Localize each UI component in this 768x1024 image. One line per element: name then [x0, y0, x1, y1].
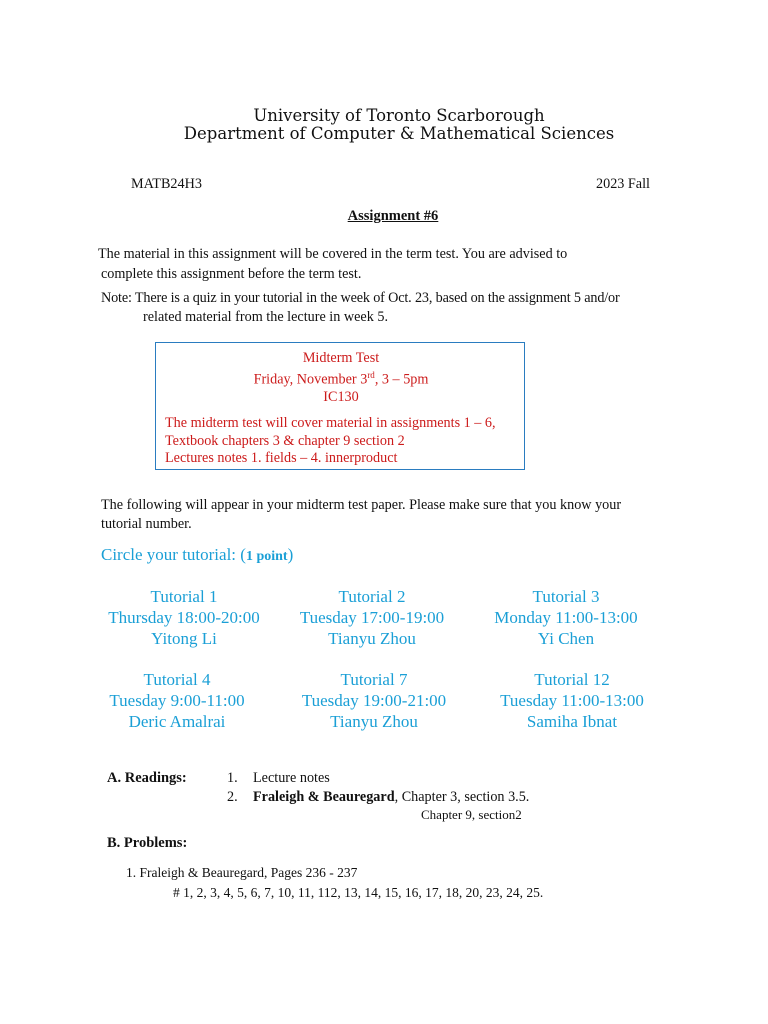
- readings-item-2: Fraleigh & Beauregard, Chapter 3, section 3.5.: [253, 789, 530, 805]
- problems-item-1: 1. Fraleigh & Beauregard, Pages 236 - 237: [126, 865, 358, 880]
- readings-item-2-continued: Chapter 9, section2: [421, 807, 522, 822]
- department-title: Department of Computer & Mathematical Sciences: [183, 124, 615, 143]
- tutorial-ta: Samiha Ibnat: [526, 712, 618, 731]
- readings-heading: A. Readings:: [107, 770, 187, 786]
- tutorial-time: Tuesday 11:00-13:00: [500, 691, 644, 710]
- assignment-title: Assignment #6: [347, 208, 439, 224]
- problems-item-1-list: # 1, 2, 3, 4, 5, 6, 7, 10, 11, 112, 13, 14, 15, 16, 17, 18, 20, 23, 24, 25.: [173, 885, 544, 900]
- readings-item-1-number: 1.: [227, 770, 238, 786]
- course-term: 2023 Fall: [596, 176, 650, 192]
- circle-tutorial-label: Circle your tutorial: (1 point): [101, 545, 294, 564]
- tutorial-time: Thursday 18:00-20:00: [108, 608, 260, 627]
- tutorial-name: Tutorial 12: [534, 670, 610, 689]
- tutorial-name: Tutorial 2: [338, 587, 406, 606]
- following-line-1: The following will appear in your midterm test paper. Please make sure that you know your: [101, 497, 622, 513]
- tutorial-block[interactable]: [77, 669, 277, 732]
- midterm-info-box: [155, 342, 525, 470]
- tutorial-block[interactable]: [466, 586, 666, 649]
- note-line-2: related material from the lecture in week 5.: [143, 309, 389, 325]
- tutorial-ta: Deric Amalrai: [128, 712, 226, 731]
- tutorial-block[interactable]: [274, 669, 474, 732]
- readings-item-1: Lecture notes: [253, 770, 330, 786]
- tutorial-block[interactable]: [472, 669, 672, 732]
- midterm-cover-2: Textbook chapters 3 & chapter 9 section 2: [165, 433, 405, 449]
- tutorial-ta: Tianyu Zhou: [330, 712, 418, 731]
- tutorial-ta: Tianyu Zhou: [328, 629, 416, 648]
- tutorial-time: Tuesday 9:00-11:00: [109, 691, 245, 710]
- intro-line-2: complete this assignment before the term test.: [101, 266, 362, 282]
- tutorial-ta: Yi Chen: [537, 629, 595, 648]
- tutorial-block[interactable]: [84, 586, 284, 649]
- tutorial-time: Monday 11:00-13:00: [494, 608, 638, 627]
- tutorial-time: Tuesday 17:00-19:00: [299, 608, 445, 627]
- tutorial-time: Tuesday 19:00-21:00: [301, 691, 447, 710]
- note-line-1: Note: There is a quiz in your tutorial in the week of Oct. 23, based on the assignment 5 and/or: [101, 290, 620, 306]
- course-code: MATB24H3: [131, 176, 202, 192]
- tutorial-name: Tutorial 3: [532, 587, 600, 606]
- following-line-2: tutorial number.: [101, 516, 192, 532]
- midterm-date: Friday, November 3rd, 3 – 5pm: [253, 370, 429, 388]
- university-title: University of Toronto Scarborough: [253, 106, 545, 125]
- problems-heading: B. Problems:: [107, 835, 188, 851]
- midterm-title: Midterm Test: [302, 350, 380, 366]
- tutorial-ta: Yitong Li: [151, 629, 217, 648]
- midterm-cover-3: Lectures notes 1. fields – 4. innerproduct: [165, 450, 398, 466]
- tutorial-name: Tutorial 7: [340, 670, 408, 689]
- tutorial-name: Tutorial 4: [143, 670, 211, 689]
- readings-item-2-number: 2.: [227, 789, 238, 805]
- midterm-cover-1: The midterm test will cover material in assignments 1 – 6,: [165, 415, 496, 431]
- midterm-room: IC130: [323, 389, 359, 405]
- tutorial-name: Tutorial 1: [150, 587, 218, 606]
- tutorial-block[interactable]: [272, 586, 472, 649]
- intro-line-1: The material in this assignment will be covered in the term test. You are advised to: [98, 246, 568, 262]
